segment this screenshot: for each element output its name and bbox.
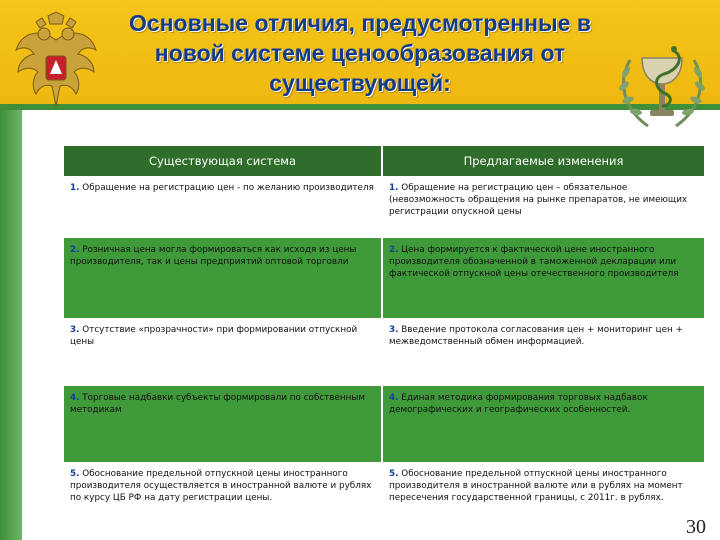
existing-cell-4 (64, 386, 382, 462)
table-header-row (64, 146, 704, 176)
header-existing-system: Существующая система (64, 146, 382, 176)
existing-cell-5 (64, 462, 382, 538)
left-accent-bar (0, 110, 22, 540)
title-line-2: новой системе ценообразования от (154, 40, 566, 66)
coat-of-arms-icon (10, 10, 102, 114)
title-line-3: существующей: (269, 70, 451, 96)
comparison-table (64, 146, 704, 538)
row-number: 1. (70, 183, 80, 193)
table-row (64, 386, 704, 462)
proposed-cell-5 (382, 462, 704, 538)
cell-text: Обращение на регистрацию цен – обязательное (невозможность обращения на рынке препаратов, не имеющих регистрации опускной цены (389, 183, 688, 218)
cell-text: Торговые надбавки субъекты формировали по собственным методикам (70, 393, 366, 416)
proposed-cell-2 (382, 238, 704, 318)
existing-cell-2 (64, 238, 382, 318)
cell-text: Обращение на регистрацию цен - по желанию производителя (82, 183, 374, 193)
row-number: 4. (70, 393, 80, 403)
existing-cell-1 (64, 176, 382, 238)
cell-text: Единая методика формирования торговых надбавок демографических и географических особенностей. (389, 393, 648, 416)
page-number: 30 (686, 516, 706, 538)
title-line-1: Основные отличия, предусмотренные в (128, 10, 592, 36)
cell-text: Цена формируется к фактической цене иностранного производителя обозначенной в таможенной декларации или фактической отпускной цены отечественного производителя (389, 245, 679, 280)
cell-text: Розничная цена могла формироваться как исходя из цены производителя, так и цены предприятий оптовой торговли (70, 245, 357, 268)
cell-text: Обоснование предельной отпускной цены иностранного производителя осуществляется в иностранной валюте и рублях по курсу ЦБ РФ на дату регистрации цены. (70, 469, 372, 504)
row-number: 3. (389, 325, 399, 335)
row-number: 2. (70, 245, 80, 255)
pharmacy-emblem-icon (612, 30, 712, 136)
header-proposed-changes: Предлагаемые изменения (382, 146, 704, 176)
cell-text: Введение протокола согласования цен + мониторинг цен + межведомственный обмен информацией. (389, 325, 683, 348)
existing-cell-3 (64, 318, 382, 386)
row-number: 4. (389, 393, 399, 403)
row-number: 3. (70, 325, 80, 335)
row-number: 5. (70, 469, 80, 479)
cell-text: Обоснование предельной отпускной цены иностранного производителя в иностранной валюте или в рублях на момент пересечения государственной границы, с 2011г. в рублях. (389, 469, 683, 504)
proposed-cell-3 (382, 318, 704, 386)
table-row (64, 176, 704, 238)
table-row (64, 238, 704, 318)
slide-title (100, 8, 620, 98)
table-row (64, 318, 704, 386)
row-number: 1. (389, 183, 399, 193)
proposed-cell-1 (382, 176, 704, 238)
proposed-cell-4 (382, 386, 704, 462)
table-row (64, 462, 704, 538)
row-number: 2. (389, 245, 399, 255)
cell-text: Отсутствие «прозрачности» при формировании отпускной цены (70, 325, 358, 348)
row-number: 5. (389, 469, 399, 479)
